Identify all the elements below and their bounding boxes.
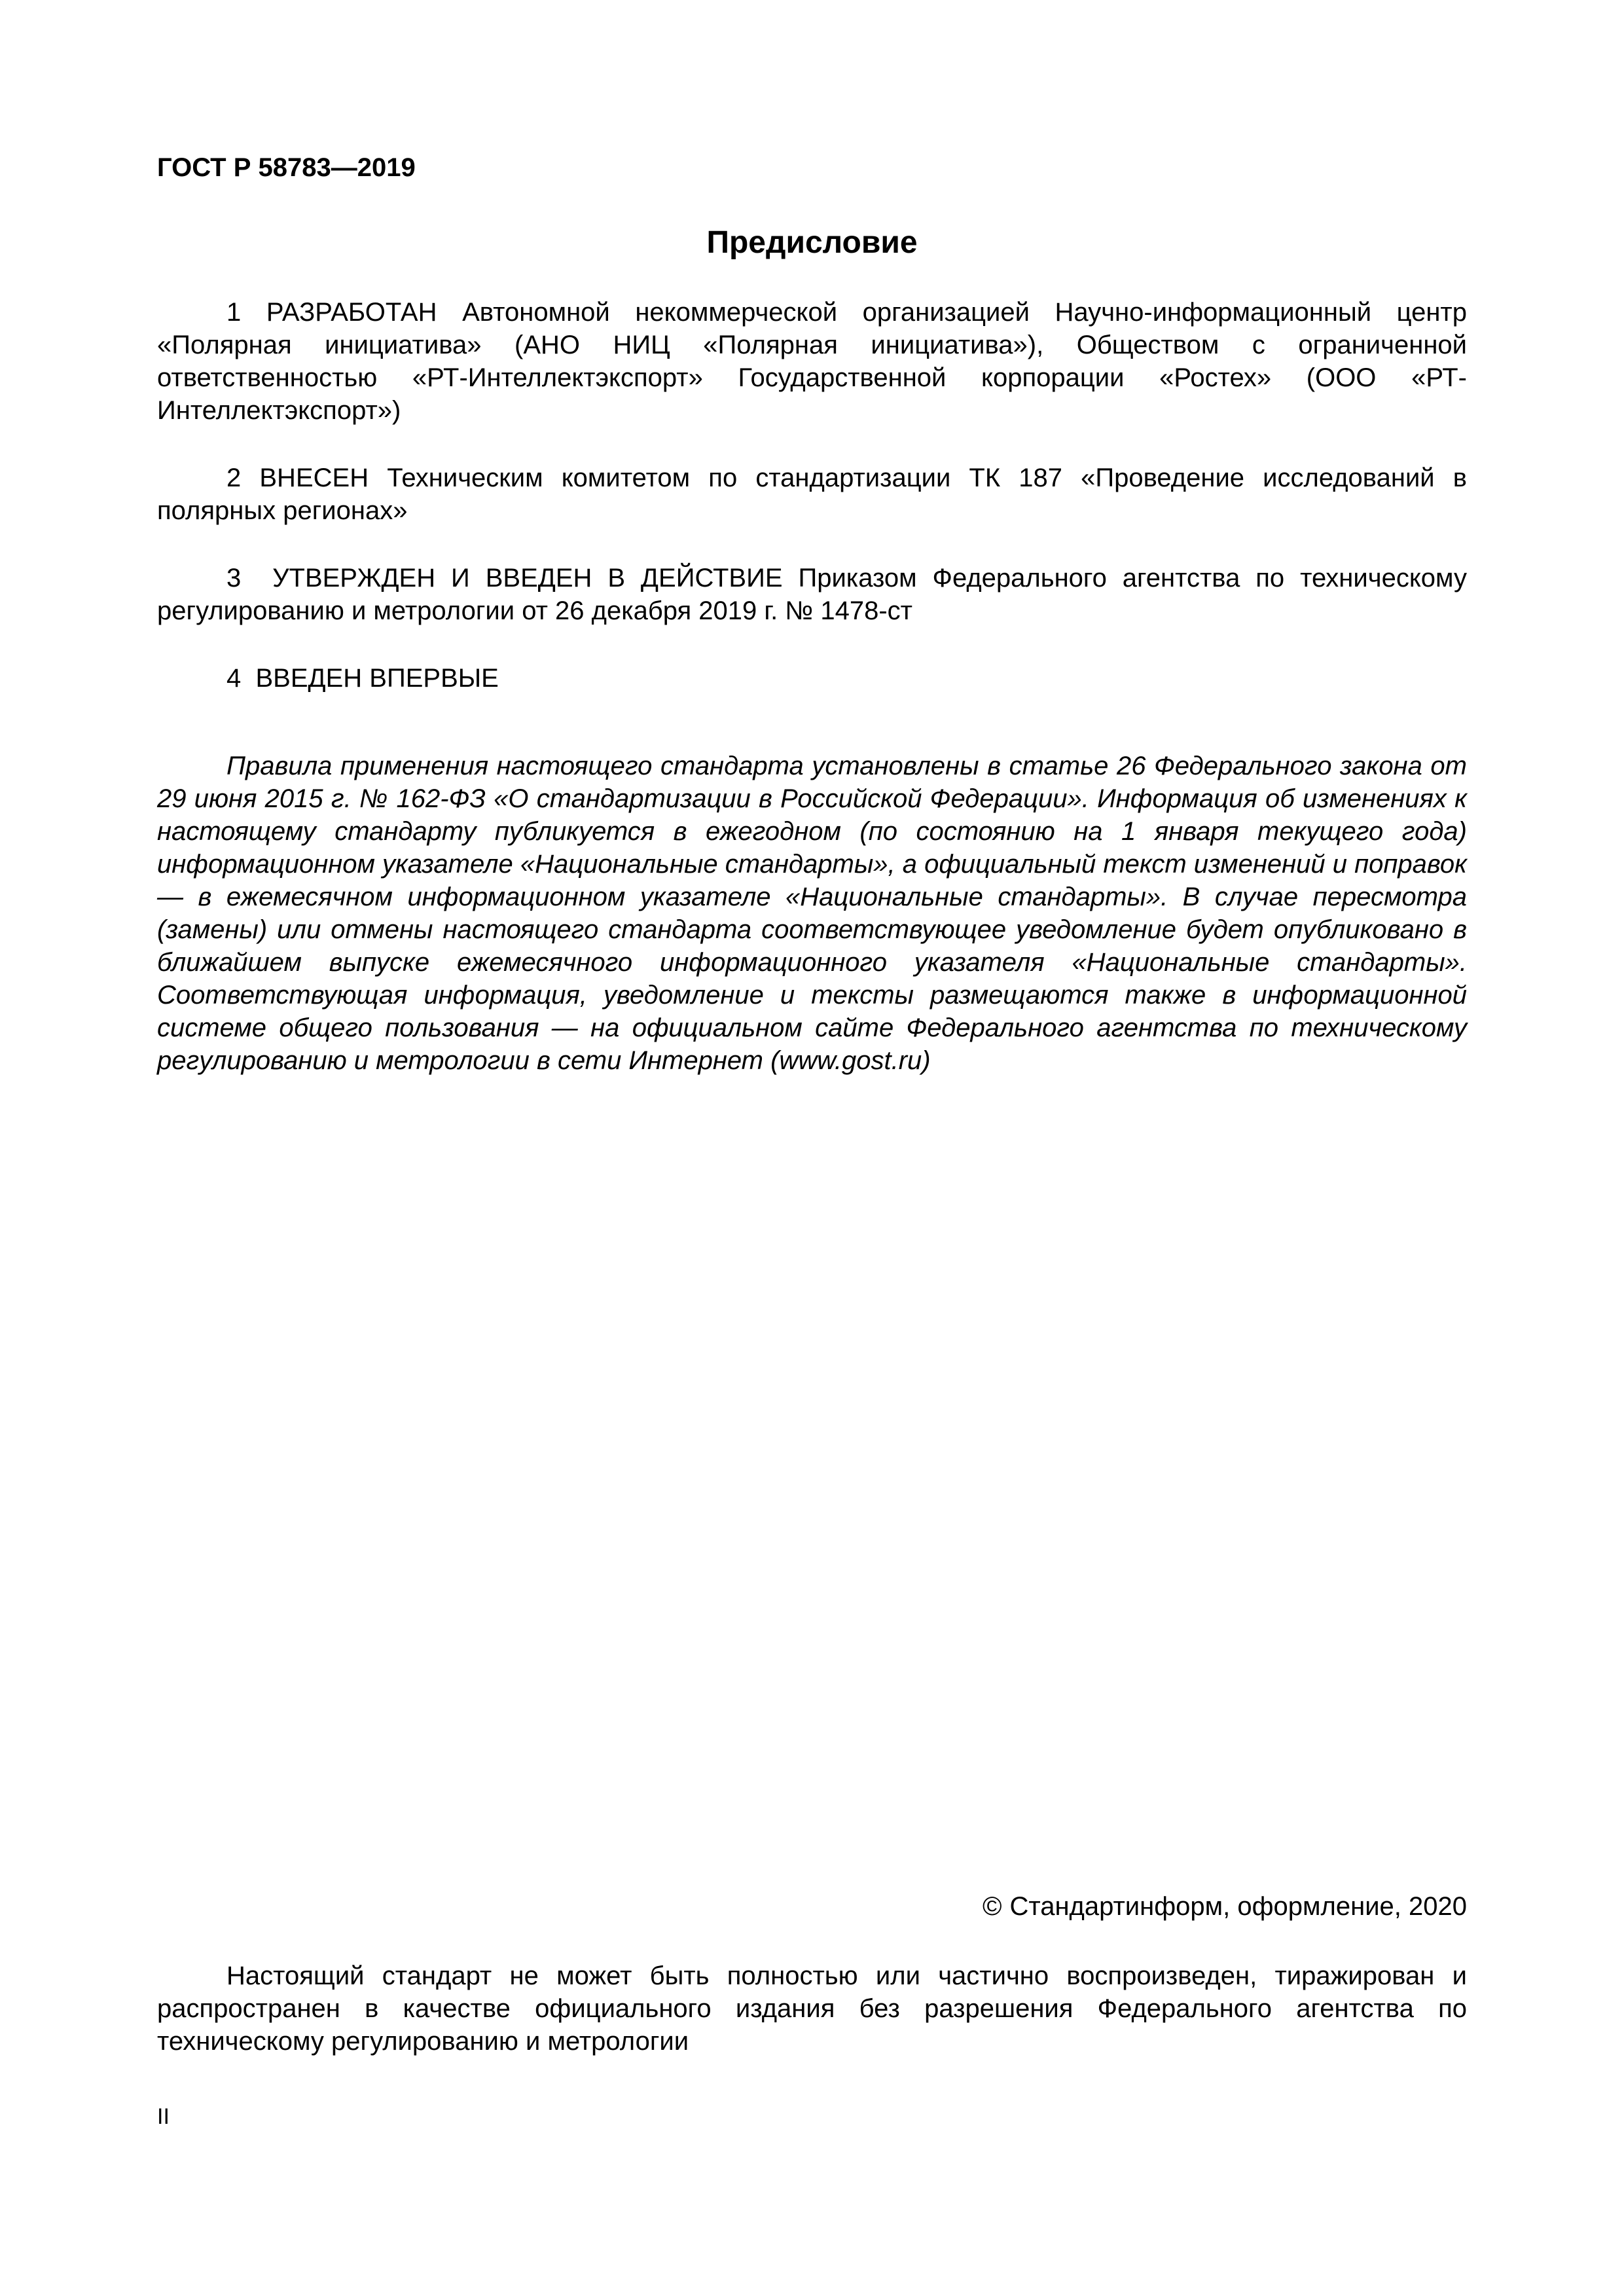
item-lead: РАЗРАБОТАН xyxy=(266,298,437,327)
item-lead: УТВЕРЖДЕН И ВВЕДЕН В ДЕЙСТВИЕ xyxy=(272,564,783,592)
item-text: Приказом Федерального агентства по техническому регулированию и метрологии от 26 декабря 2019 г. № 1478-ст xyxy=(157,564,1467,625)
copyright-text: Стандартинформ, оформление, 2020 xyxy=(1009,1892,1467,1921)
page-title: Предисловие xyxy=(706,225,918,260)
item-lead: ВНЕСЕН xyxy=(259,464,369,492)
item-number: 4 xyxy=(226,664,242,693)
legal-notice-block xyxy=(157,1959,1467,2058)
item-lead: ВВЕДЕН ВПЕРВЫЕ xyxy=(255,664,499,693)
foreword-item-3 xyxy=(157,562,1467,627)
legal-notice-text: Настоящий стандарт не может быть полностью или частично воспроизведен, тиражирован и распространен в качестве официального издания без разрешения Федерального агентства по техническому регулированию и метрологии xyxy=(157,1961,1467,2056)
foreword-item-1 xyxy=(157,296,1467,427)
application-rules-block xyxy=(157,750,1467,1077)
document-code: ГОСТ Р 58783—2019 xyxy=(157,153,416,182)
item-number: 2 xyxy=(226,464,242,492)
copyright-icon: © xyxy=(982,1892,1002,1921)
item-number: 3 xyxy=(226,564,242,592)
copyright-line xyxy=(983,1890,1467,1923)
page-number: II xyxy=(157,2104,170,2129)
foreword-item-2 xyxy=(157,462,1467,527)
foreword-item-4 xyxy=(157,662,1467,695)
item-text: Автономной некоммерческой организацией Научно-информационный центр «Полярная инициатива» (АНО НИЦ «Полярная инициатива»), Обществом с ограниченной ответственностью «РТ-Интеллектэкспорт» Государственной корпорации «Ростех» (ООО «РТ-Интеллектэкспорт») xyxy=(157,298,1467,425)
item-text: Техническим комитетом по стандартизации ТК 187 «Проведение исследований в полярных регионах» xyxy=(157,464,1467,525)
application-rules-text: Правила применения настоящего стандарта установлены в статье 26 Федерального закона от 29 июня 2015 г. № 162-ФЗ «О стандартизации в Российской Федерации». Информация об изменениях к настоящему стандарту публикуется в ежегодном (по состоянию на 1 января текущего года) информационном указателе «Национальные стандарты», а официальный текст изменений и поправок — в ежемесячном информационном указателе «Национальные стандарты». В случае пересмотра (замены) или отмены настоящего стандарта соответствующее уведомление будет опубликовано в ближайшем выпуске ежемесячного информационного указателя «Национальные стандарты». Соответствующая информация, уведомление и тексты размещаются также в информационной системе общего пользования — на официальном сайте Федерального агентства по техническому регулированию и метрологии в сети Интернет (www.gost.ru) xyxy=(157,752,1467,1075)
item-number: 1 xyxy=(226,298,242,327)
foreword-items xyxy=(157,296,1467,729)
